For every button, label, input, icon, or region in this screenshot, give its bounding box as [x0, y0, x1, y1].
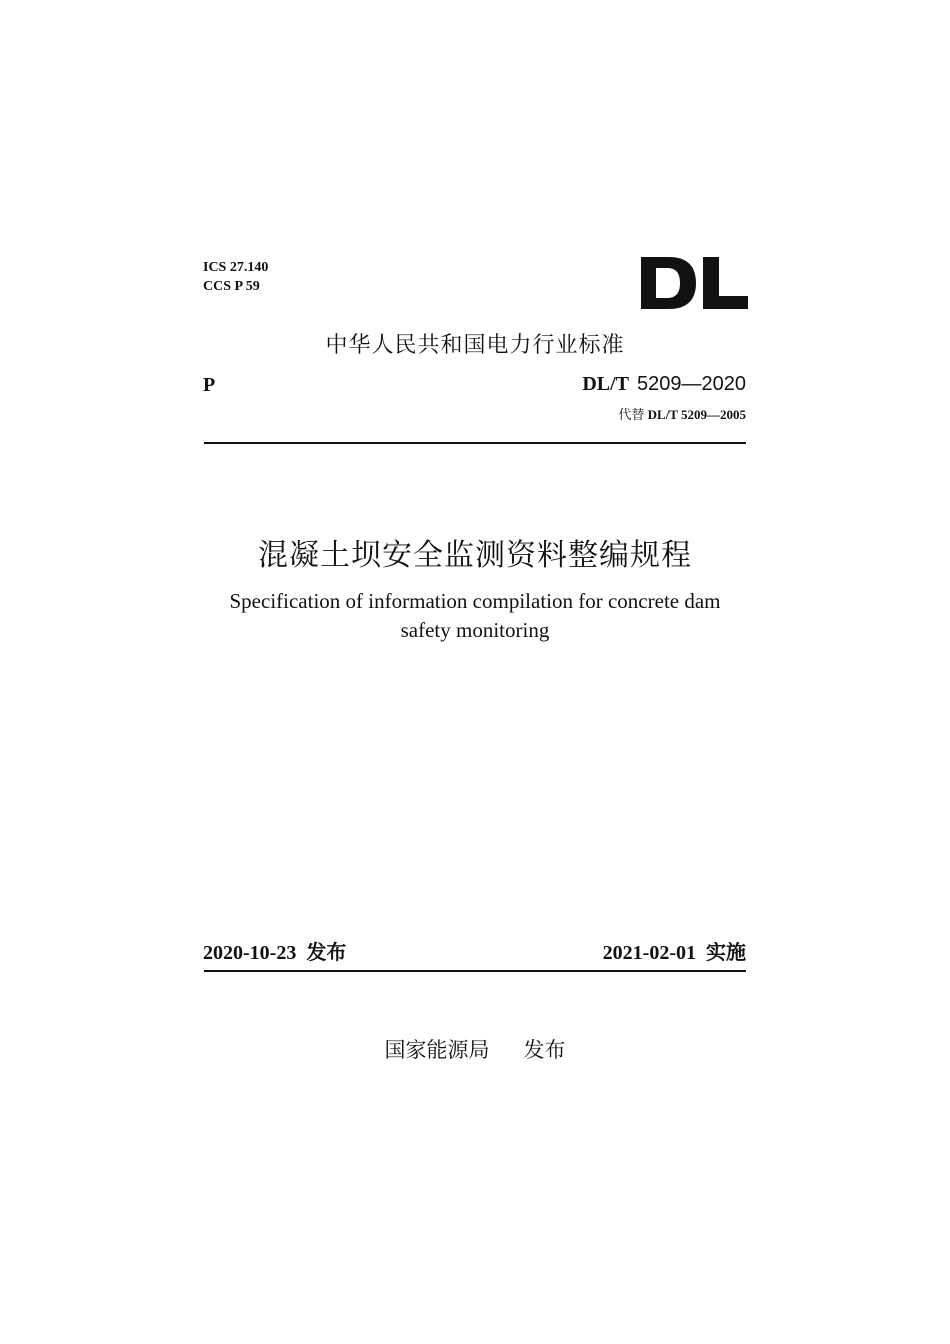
ics-code: ICS 27.140	[203, 260, 269, 275]
publish-date: 2020-10-23	[203, 942, 297, 964]
replaces-label: 代替	[618, 408, 645, 423]
effective-date-block	[603, 936, 746, 965]
replaces-code: DL/T 5209—2005	[647, 407, 746, 422]
publish-date-block	[203, 936, 346, 965]
effective-date: 2021-02-01	[602, 942, 696, 964]
ccs-code: CCS P 59	[203, 279, 260, 294]
issuer-action: 发布	[523, 1038, 566, 1062]
english-title-line-2: safety monitoring	[400, 618, 550, 642]
standard-prefix: DL/T	[582, 373, 630, 395]
standard-number	[582, 373, 746, 396]
english-title-line-1: Specification of information compilation for concrete dam	[229, 589, 721, 613]
effective-label: 实施	[706, 940, 746, 964]
english-title	[0, 587, 950, 645]
issuer-line	[0, 1034, 950, 1064]
chinese-title: 混凝土坝安全监测资料整编规程	[258, 538, 692, 573]
classification-codes	[203, 258, 268, 296]
issuer-name: 国家能源局	[384, 1038, 490, 1062]
top-divider	[204, 442, 746, 444]
industry-standard-title: 中华人民共和国电力行业标准	[325, 333, 625, 358]
bottom-divider	[204, 970, 746, 972]
replaces-line	[618, 404, 746, 423]
dl-logo	[641, 257, 748, 309]
publish-label: 发布	[306, 940, 347, 964]
category-code: P	[203, 374, 216, 396]
standard-code: 5209—2020	[637, 373, 746, 395]
